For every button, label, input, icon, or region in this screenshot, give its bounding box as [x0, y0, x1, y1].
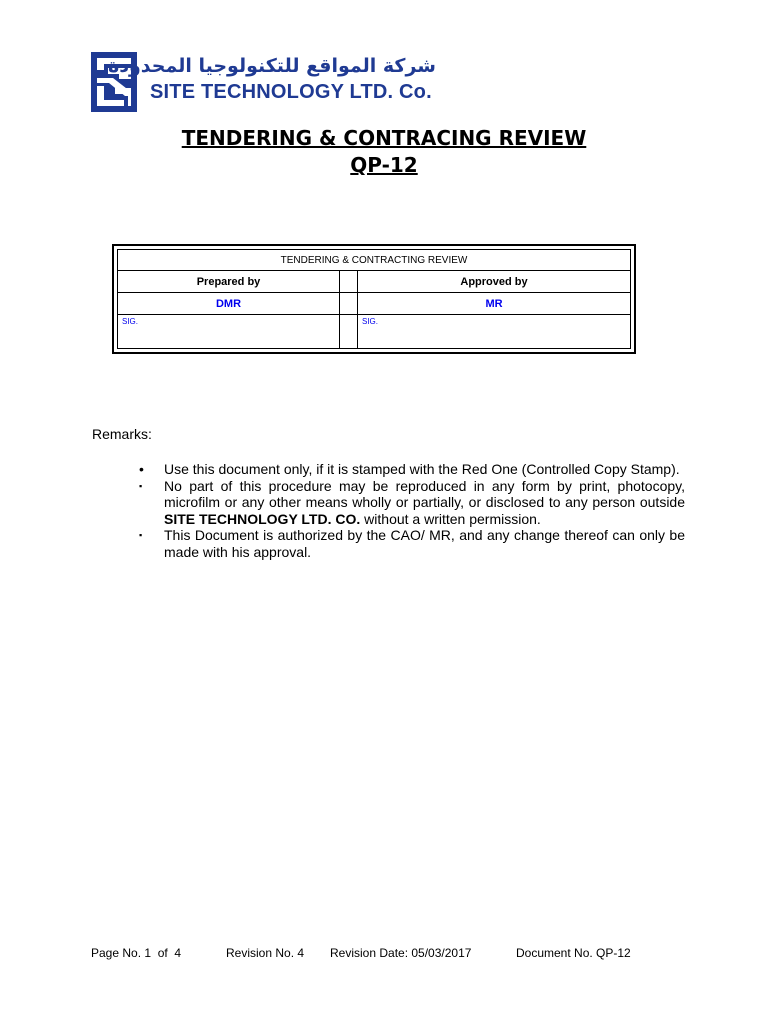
table-heading: TENDERING & CONTRACTING REVIEW	[118, 250, 631, 271]
table-row	[118, 293, 631, 315]
table-row	[118, 315, 631, 349]
remark-text-end: without a written permission.	[360, 510, 541, 527]
bullet-square-icon: ▪	[139, 530, 143, 541]
review-approval-box	[112, 244, 636, 354]
remarks-label: Remarks:	[92, 426, 152, 442]
prepared-by-label: Prepared by	[118, 271, 340, 293]
company-name-bold: SITE TECHNOLOGY LTD. CO.	[164, 510, 361, 527]
prepared-by-name: DMR	[118, 293, 340, 315]
list-item	[133, 478, 685, 528]
remarks-list	[133, 461, 685, 561]
page-number: Page No. 1 of 4	[91, 946, 182, 960]
spacer-cell	[340, 315, 358, 349]
approved-by-label: Approved by	[358, 271, 631, 293]
remark-text: Use this document only, if it is stamped with the Red One (Controlled Copy Stamp).	[164, 461, 680, 477]
list-item	[133, 527, 685, 560]
review-approval-table	[117, 249, 631, 349]
document-number: Document No. QP-12	[516, 946, 631, 960]
approved-by-name: MR	[358, 293, 631, 315]
table-row	[118, 271, 631, 293]
table-row	[118, 250, 631, 271]
document-title: TENDERING & CONTRACING REVIEW	[181, 126, 587, 150]
company-name-arabic: شركة المواقع للتكنولوجيا المحدودة	[108, 55, 436, 77]
revision-number: Revision No. 4	[226, 946, 305, 960]
remark-text: This Document is authorized by the CAO/ MR, and any change thereof can only be made with his approval.	[164, 527, 685, 560]
bullet-dot-icon: •	[139, 461, 144, 477]
revision-date: Revision Date: 05/03/2017	[330, 946, 472, 960]
remark-text: No part of this procedure may be reproduced in any form by print, photocopy, microfilm or any other means wholly or partially, or disclosed to any person outside	[164, 477, 685, 511]
page-footer	[0, 945, 768, 963]
prepared-signature-cell: SIG.	[118, 315, 340, 349]
list-item	[133, 461, 685, 478]
company-name-english: SITE TECHNOLOGY LTD. Co.	[150, 81, 432, 103]
spacer-cell	[340, 293, 358, 315]
bullet-square-icon: ▪	[139, 480, 143, 491]
document-code: QP-12	[350, 153, 418, 177]
approved-signature-cell: SIG.	[358, 315, 631, 349]
spacer-cell	[340, 271, 358, 293]
